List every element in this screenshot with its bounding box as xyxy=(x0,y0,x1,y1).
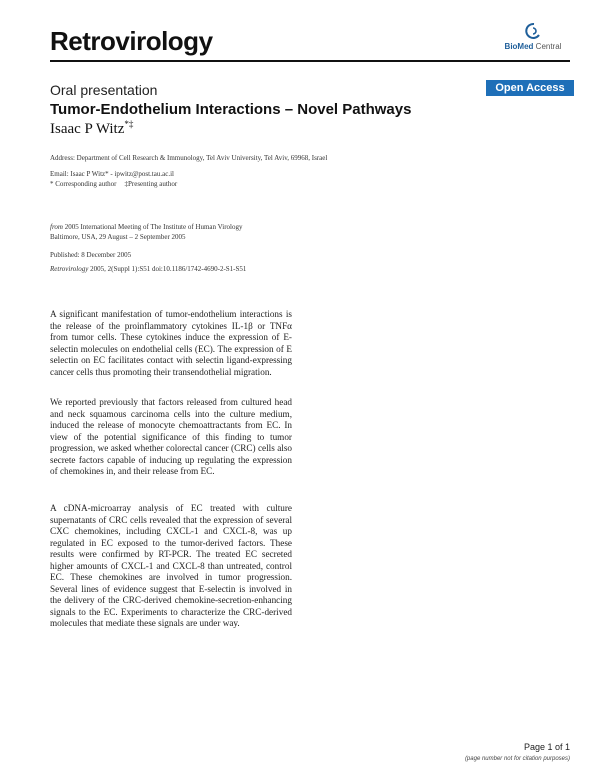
published-date: Published: 8 December 2005 xyxy=(50,251,132,259)
page-number: Page 1 of 1 xyxy=(523,742,570,752)
biomed-central-logo-icon xyxy=(524,22,542,40)
header-rule xyxy=(50,60,570,62)
author-name: Isaac P Witz xyxy=(50,121,125,137)
meeting-info: from 2005 International Meeting of The Institute of Human Virology Baltimore, USA, 29 August – 2 September 2005 xyxy=(50,223,243,241)
citation: Retrovirology 2005, 2(Suppl 1):S51 doi:10.1186/1742-4690-2-S1-S51 xyxy=(50,265,247,273)
journal-title: Retrovirology xyxy=(50,26,213,56)
author-marks: *‡ xyxy=(124,119,134,129)
page-number-note: (page number not for citation purposes) xyxy=(464,756,570,762)
biomed-central-logo xyxy=(494,22,572,54)
body-paragraph: A significant manifestation of tumor-endothelium interactions is the release of the proinflammatory cytokines IL-1β or TNFα from tumor cells. These cytokines induce the expression of E-selectin molecules on endothelial cells (EC). The expression of E selectin on EC facilitates contact with selectin ligand-expressing cancer cells thus promoting their transendothelial migration. xyxy=(50,309,292,377)
corresponding-note: * Corresponding author xyxy=(50,180,117,188)
open-access-badge[interactable]: Open Access xyxy=(486,80,574,96)
body-paragraph: A cDNA-microarray analysis of EC treated with culture supernatants of CRC cells revealed that the expression of several CXC chemokines, including CXCL-1 and CXCL-8, was up regulated in EC exposed to the tumor-derived factors. These results were confirmed by RT-PCR. The treated EC secreted higher amounts of CXCL-1 and CXCL-8 than untreated, control EC. These chemokines are involved in tumor progression. Several lines of evidence suggest that E-selectin is involved in the delivery of the CRC-derived chemokine-secretion-enhancing signals to the EC. Experiments to characterize the CRC-derived molecules that mediate these signals are under way. xyxy=(50,503,292,628)
presenting-note: ‡Presenting author xyxy=(124,180,178,188)
footnotes xyxy=(50,179,177,189)
author xyxy=(50,119,133,138)
publisher-name: BioMed Central xyxy=(504,42,562,51)
email[interactable]: Email: Isaac P Witz* - ipwitz@post.tau.ac.il xyxy=(50,170,174,178)
article-title: Tumor-Endothelium Interactions – Novel Pathways xyxy=(50,101,412,118)
address: Address: Department of Cell Research & Immunology, Tel Aviv University, Tel Aviv, 69968, Israel xyxy=(50,154,328,162)
presentation-type: Oral presentation xyxy=(50,82,158,98)
body-paragraph: We reported previously that factors released from cultured head and neck squamous carcinoma cells into the culture medium, induced the release of monocyte chemoattractants from EC. In view of the potential significance of this finding to tumor progression, we asked whether colorectal cancer (CRC) cells also secrete factors capable of inducing up regulating the expression of chemokines in, and their release from EC. xyxy=(50,397,292,476)
